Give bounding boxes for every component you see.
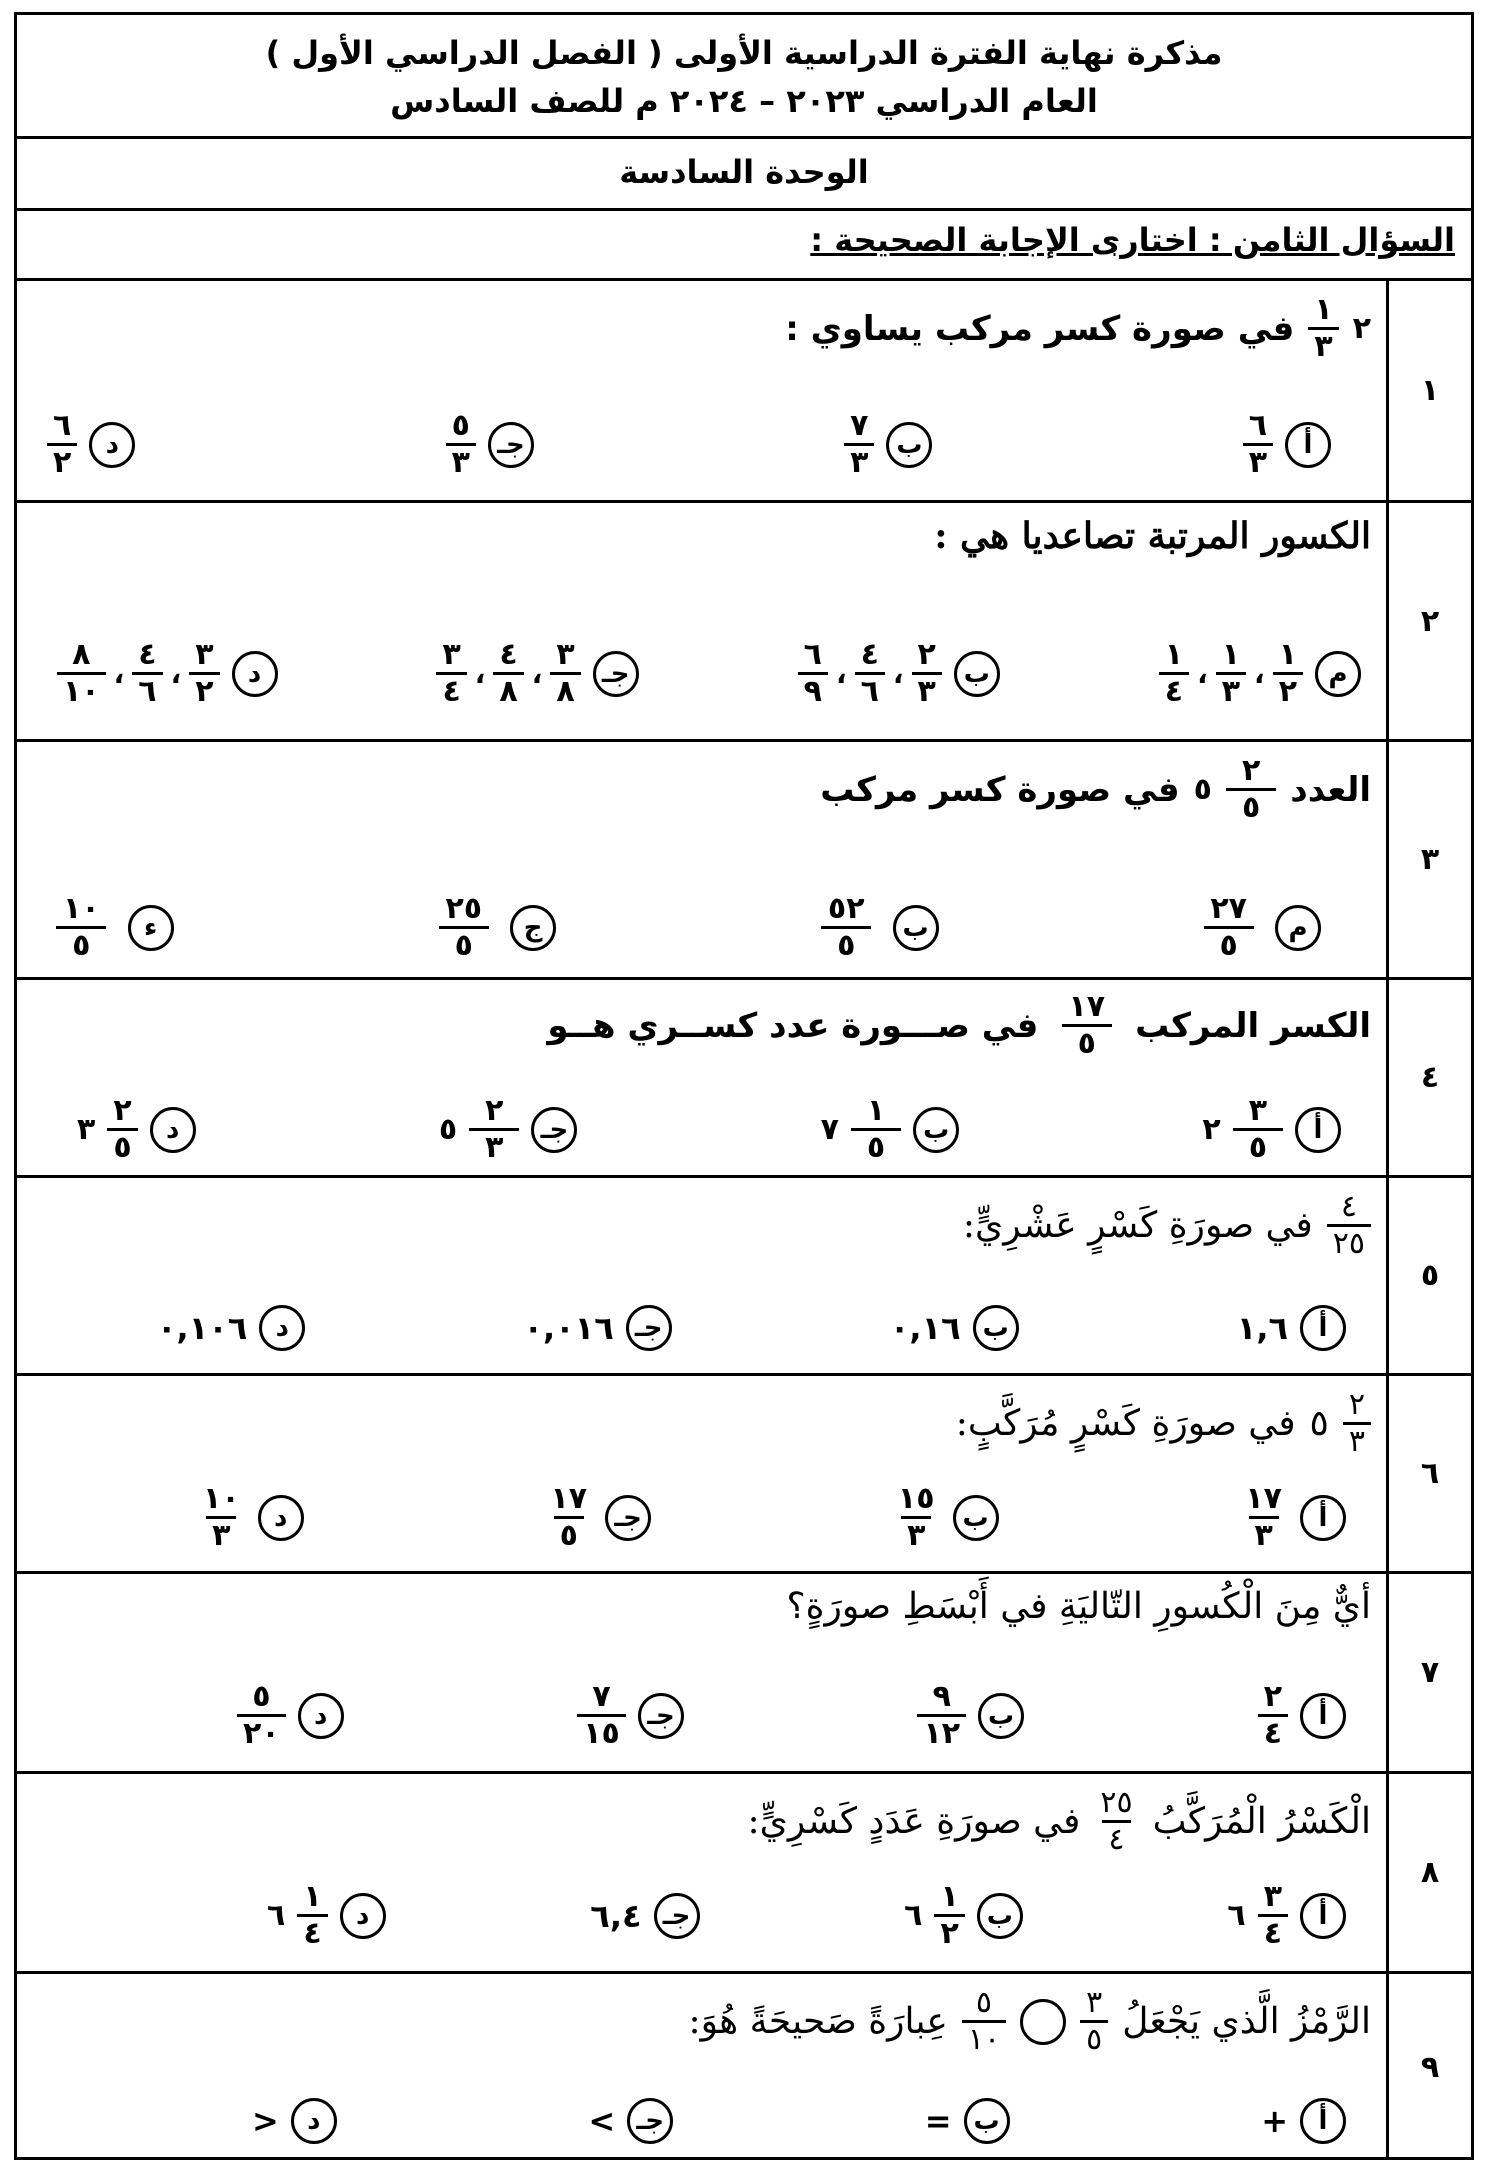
choice-letter: د: [89, 422, 135, 468]
choice-d[interactable]: [157, 1305, 305, 1351]
choice-b[interactable]: [821, 1094, 960, 1165]
choice-value: ٠,١٠٦: [157, 1309, 248, 1347]
stem-fraction: $\frac{٢}{٥}$: [1226, 754, 1276, 825]
choice-letter: م: [1315, 651, 1361, 697]
choice-fraction: $\frac{٦}{٢}$: [47, 409, 77, 480]
stem-prefix: الرَّمْزُ الَّذي يَجْعَلُ: [1122, 2001, 1371, 2042]
choice-value: <: [252, 2102, 279, 2140]
choice-a[interactable]: [1237, 1305, 1346, 1351]
choice-b[interactable]: [904, 1880, 1023, 1951]
choices: [252, 2098, 1346, 2144]
question-row: [17, 1774, 1471, 1974]
choice-whole: ٣: [77, 1112, 96, 1147]
question-row: [17, 980, 1471, 1178]
choice-c[interactable]: [588, 2098, 673, 2144]
questions-table: [17, 281, 1471, 2157]
choice-fraction: $\frac{١٥}{٣}$: [897, 1481, 935, 1553]
choice-letter: أ: [1285, 422, 1331, 468]
stem-fraction: $\frac{٢}{٣}$: [1343, 1388, 1371, 1459]
stem-fraction: $\frac{١}{٣}$: [1308, 293, 1338, 364]
choice-a[interactable]: [1194, 892, 1321, 963]
choice-c[interactable]: [544, 1482, 651, 1553]
choice-b[interactable]: [798, 638, 1000, 709]
choice-b[interactable]: [925, 2098, 1010, 2144]
choices: [77, 1094, 1341, 1165]
choice-fraction: $\frac{٢}{٣}$: [469, 1094, 519, 1165]
stem-text: في صورَةِ كَسْرٍ عَشْرِيٍّ:: [962, 1205, 1313, 1246]
stem-prefix: الْكَسْرُ الْمُرَكَّبُ: [1152, 1801, 1371, 1842]
choice-whole: ٢: [1202, 1112, 1221, 1147]
question-number: ١: [1386, 281, 1471, 500]
choice-fraction: $\frac{٦}{٣}$: [1243, 409, 1273, 480]
question-row: [17, 1574, 1471, 1774]
choice-d[interactable]: [237, 1680, 344, 1751]
choice-fraction: $\frac{٢٥}{٥}$: [429, 892, 498, 963]
choice-whole: ٧: [820, 1112, 839, 1147]
stem-text: أيٌّ مِنَ الْكُسورِ التّاليَةِ في أَبْسَطِ صورَةٍ؟: [786, 1586, 1371, 1627]
choice-letter: جـ: [627, 2098, 673, 2144]
choice-fraction: $\frac{٩}{١٢}$: [917, 1680, 966, 1751]
choice-value: ١,٦: [1236, 1309, 1288, 1347]
choice-letter: د: [258, 1495, 304, 1541]
stem-text: الكسور المرتبة تصاعديا هي :: [934, 515, 1371, 557]
choice-d[interactable]: [197, 1482, 304, 1553]
question-stem: [785, 293, 1371, 364]
choice-fraction: $\frac{١}{٥}$: [851, 1094, 901, 1165]
choice-value: ٦,٤: [590, 1896, 642, 1935]
question-stem: [820, 754, 1371, 825]
choice-whole: ٦: [904, 1898, 923, 1933]
choice-value: +: [1261, 2102, 1288, 2140]
choice-a[interactable]: [1202, 1094, 1341, 1165]
choice-letter: أ: [1300, 1893, 1346, 1939]
choice-letter: أ: [1300, 1305, 1346, 1351]
choice-letter: ج: [510, 905, 556, 951]
choice-letter: أ: [1300, 2098, 1346, 2144]
choice-fraction: $\frac{٥}{٢٠}$: [237, 1680, 286, 1751]
choice-fraction: $\frac{٥٢}{٥}$: [812, 892, 881, 963]
fraction-sequence: $\frac{٣}{٨}$ ، $\frac{٤}{٨}$ ، $\frac{٣}{٤}$: [436, 638, 580, 709]
choice-fraction: $\frac{٢٧}{٥}$: [1194, 892, 1263, 963]
question-stem: [963, 1190, 1371, 1261]
fraction-sequence: $\frac{٢}{٣}$ ، $\frac{٤}{٦}$ ، $\frac{٦}{٩}$: [798, 638, 942, 709]
question-number: ٦: [1386, 1376, 1471, 1571]
fraction-sequence: $\frac{١}{٢}$ ، $\frac{١}{٣}$ ، $\frac{١}{٤}$: [1159, 638, 1303, 709]
choice-letter: د: [259, 1305, 305, 1351]
choice-fraction: $\frac{٣}{٤}$: [1258, 1880, 1288, 1951]
choices: [197, 1482, 1346, 1553]
choice-letter: ب: [973, 1305, 1019, 1351]
choice-b[interactable]: [812, 892, 939, 963]
question-number: ٤: [1386, 980, 1471, 1175]
choice-fraction: $\frac{١٧}{٥}$: [550, 1481, 588, 1553]
choice-whole: ٦: [1227, 1898, 1246, 1933]
question-row: [17, 742, 1471, 980]
choice-a[interactable]: [1258, 1680, 1346, 1751]
choice-letter: جـ: [654, 1893, 700, 1939]
stem-text: عِبارَةً صَحيحَةً هُوَ:: [688, 2001, 948, 2042]
question-number: ٨: [1386, 1774, 1471, 1971]
stem-prefix: الكسر المركب: [1135, 1005, 1371, 1046]
question-heading: [17, 211, 1471, 281]
choice-fraction: $\frac{١}{٢}$: [934, 1880, 964, 1951]
choice-letter: ب: [964, 2098, 1010, 2144]
stem-whole: ٥: [1309, 1403, 1329, 1444]
choice-c[interactable]: [446, 409, 534, 480]
choice-a[interactable]: [1261, 2098, 1346, 2144]
stem-text: في صـــورة عدد كســري هــو: [547, 1005, 1039, 1046]
choice-b[interactable]: [917, 1680, 1024, 1751]
blank-circle: [1020, 1999, 1066, 2045]
choice-letter: أ: [1300, 1495, 1346, 1541]
stem-text: في صورة كسر مركب يساوي :: [785, 308, 1295, 349]
choice-letter: جـ: [605, 1495, 651, 1541]
choice-letter: ب: [953, 1495, 999, 1541]
question-stem: [934, 515, 1371, 557]
choice-letter: د: [232, 651, 278, 697]
choice-letter: جـ: [638, 1693, 684, 1739]
question-number: ٧: [1386, 1574, 1471, 1771]
stem-text: في صورَةِ كَسْرٍ مُرَكَّبٍ:: [955, 1403, 1296, 1444]
choice-d[interactable]: [47, 409, 135, 480]
choice-fraction: $\frac{١٠}{٣}$: [203, 1481, 240, 1553]
choices: [157, 1305, 1346, 1351]
choice-letter: جـ: [593, 651, 639, 697]
choice-d[interactable]: [57, 638, 278, 709]
question-row: [17, 1974, 1471, 2160]
choice-a[interactable]: [1243, 409, 1331, 480]
choice-whole: ٥: [438, 1112, 458, 1147]
choice-letter: ب: [978, 1693, 1024, 1739]
question-row: [17, 1178, 1471, 1376]
choice-c[interactable]: [439, 1094, 578, 1165]
stem-text: في صورة كسر مركب: [820, 769, 1180, 810]
choice-letter: ب: [954, 651, 1000, 697]
choice-fraction: $\frac{١٠}{٥}$: [47, 892, 116, 963]
choice-a[interactable]: [1227, 1880, 1346, 1951]
question-stem: [956, 1388, 1371, 1459]
choice-b[interactable]: [844, 409, 932, 480]
choice-letter: ب: [886, 422, 932, 468]
choices: [267, 1880, 1346, 1951]
choice-d[interactable]: [267, 1880, 386, 1951]
choice-letter: ب: [977, 1893, 1023, 1939]
choice-letter: د: [291, 2098, 337, 2144]
stem-fraction: $\frac{١٧}{٥}$: [1052, 990, 1121, 1061]
stem-fraction-left: $\frac{٣}{٥}$: [1080, 1986, 1108, 2057]
choices: [47, 409, 1331, 480]
choice-d[interactable]: [77, 1094, 196, 1165]
choice-c[interactable]: [523, 1305, 671, 1351]
choice-b[interactable]: [892, 1482, 999, 1553]
choices: [47, 892, 1321, 963]
choice-d[interactable]: [252, 2098, 337, 2144]
choice-c[interactable]: [436, 638, 638, 709]
choices: [57, 638, 1361, 709]
stem-text: في صورَةِ عَدَدٍ كَسْرِيٍّ:: [747, 1801, 1081, 1842]
choice-d[interactable]: [47, 892, 174, 963]
choice-fraction: $\frac{٢}{٥}$: [107, 1094, 137, 1165]
sheet-subtitle: العام الدراسي ٢٠٢٣ – ٢٠٢٤ م للصف السادس: [390, 82, 1098, 120]
fraction-sequence: $\frac{٣}{٢}$ ، $\frac{٤}{٦}$ ، $\frac{٨}{١٠}$: [57, 638, 220, 709]
stem-fraction: $\frac{٤}{٢٥}$: [1327, 1190, 1371, 1261]
choice-c[interactable]: [590, 1893, 699, 1939]
stem-whole: ٥: [1193, 772, 1212, 807]
choice-fraction: $\frac{٢}{٤}$: [1258, 1680, 1288, 1751]
choice-value: ٠,١٦: [889, 1309, 961, 1347]
choice-letter: أ: [1295, 1107, 1341, 1153]
choice-value: =: [924, 2102, 952, 2140]
question-heading-text: السؤال الثامن : اختارى الإجابة الصحيحة :: [810, 221, 1455, 259]
question-number: ٥: [1386, 1178, 1471, 1373]
choice-value: >: [588, 2102, 616, 2140]
choice-fraction: $\frac{١}{٤}$: [297, 1880, 327, 1951]
stem-whole: ٢: [1352, 311, 1371, 346]
question-stem: [688, 1986, 1371, 2057]
stem-prefix: العدد: [1290, 769, 1371, 810]
choice-letter: ب: [893, 905, 939, 951]
choice-a[interactable]: [1159, 638, 1361, 709]
sheet-title: مذكرة نهاية الفترة الدراسية الأولى ( الفصل الدراسي الأول ): [265, 34, 1223, 72]
choice-b[interactable]: [890, 1305, 1019, 1351]
question-stem: [748, 1786, 1371, 1857]
choices: [237, 1680, 1346, 1751]
choice-letter: أ: [1300, 1693, 1346, 1739]
choice-fraction: $\frac{٧}{١٥}$: [577, 1680, 626, 1751]
choice-letter: د: [340, 1893, 386, 1939]
question-row: [17, 1376, 1471, 1574]
choice-letter: جـ: [531, 1107, 577, 1153]
choice-a[interactable]: [1239, 1482, 1346, 1553]
question-stem: [787, 1586, 1371, 1627]
choice-letter: د: [298, 1693, 344, 1739]
choice-letter: جـ: [626, 1305, 672, 1351]
exam-sheet: [14, 12, 1474, 2160]
choice-letter: ب: [913, 1107, 959, 1153]
question-number: ٢: [1386, 503, 1471, 739]
stem-fraction: $\frac{٢٥}{٤}$: [1100, 1785, 1133, 1857]
choice-c[interactable]: [429, 892, 556, 963]
choice-value: ٠,٠١٦: [523, 1309, 614, 1347]
choice-whole: ٦: [267, 1898, 286, 1933]
choice-fraction: $\frac{٥}{٣}$: [446, 409, 476, 480]
question-number: ٣: [1386, 742, 1471, 977]
question-stem: [547, 990, 1371, 1061]
choice-fraction: $\frac{٧}{٣}$: [844, 409, 874, 480]
question-number: ٩: [1386, 1974, 1471, 2160]
choice-fraction: $\frac{٣}{٥}$: [1233, 1094, 1283, 1165]
sheet-header: [17, 15, 1471, 139]
choice-fraction: $\frac{١٧}{٣}$: [1245, 1481, 1282, 1553]
choice-letter: م: [1275, 905, 1321, 951]
stem-fraction-right: $\frac{٥}{١٠}$: [962, 1986, 1006, 2057]
choice-letter: ء: [128, 905, 174, 951]
question-row: [17, 281, 1471, 503]
choice-letter: د: [150, 1107, 196, 1153]
choice-letter: جـ: [488, 422, 534, 468]
unit-title: الوحدة السادسة: [17, 139, 1471, 211]
choice-c[interactable]: [577, 1680, 684, 1751]
question-row: [17, 503, 1471, 742]
